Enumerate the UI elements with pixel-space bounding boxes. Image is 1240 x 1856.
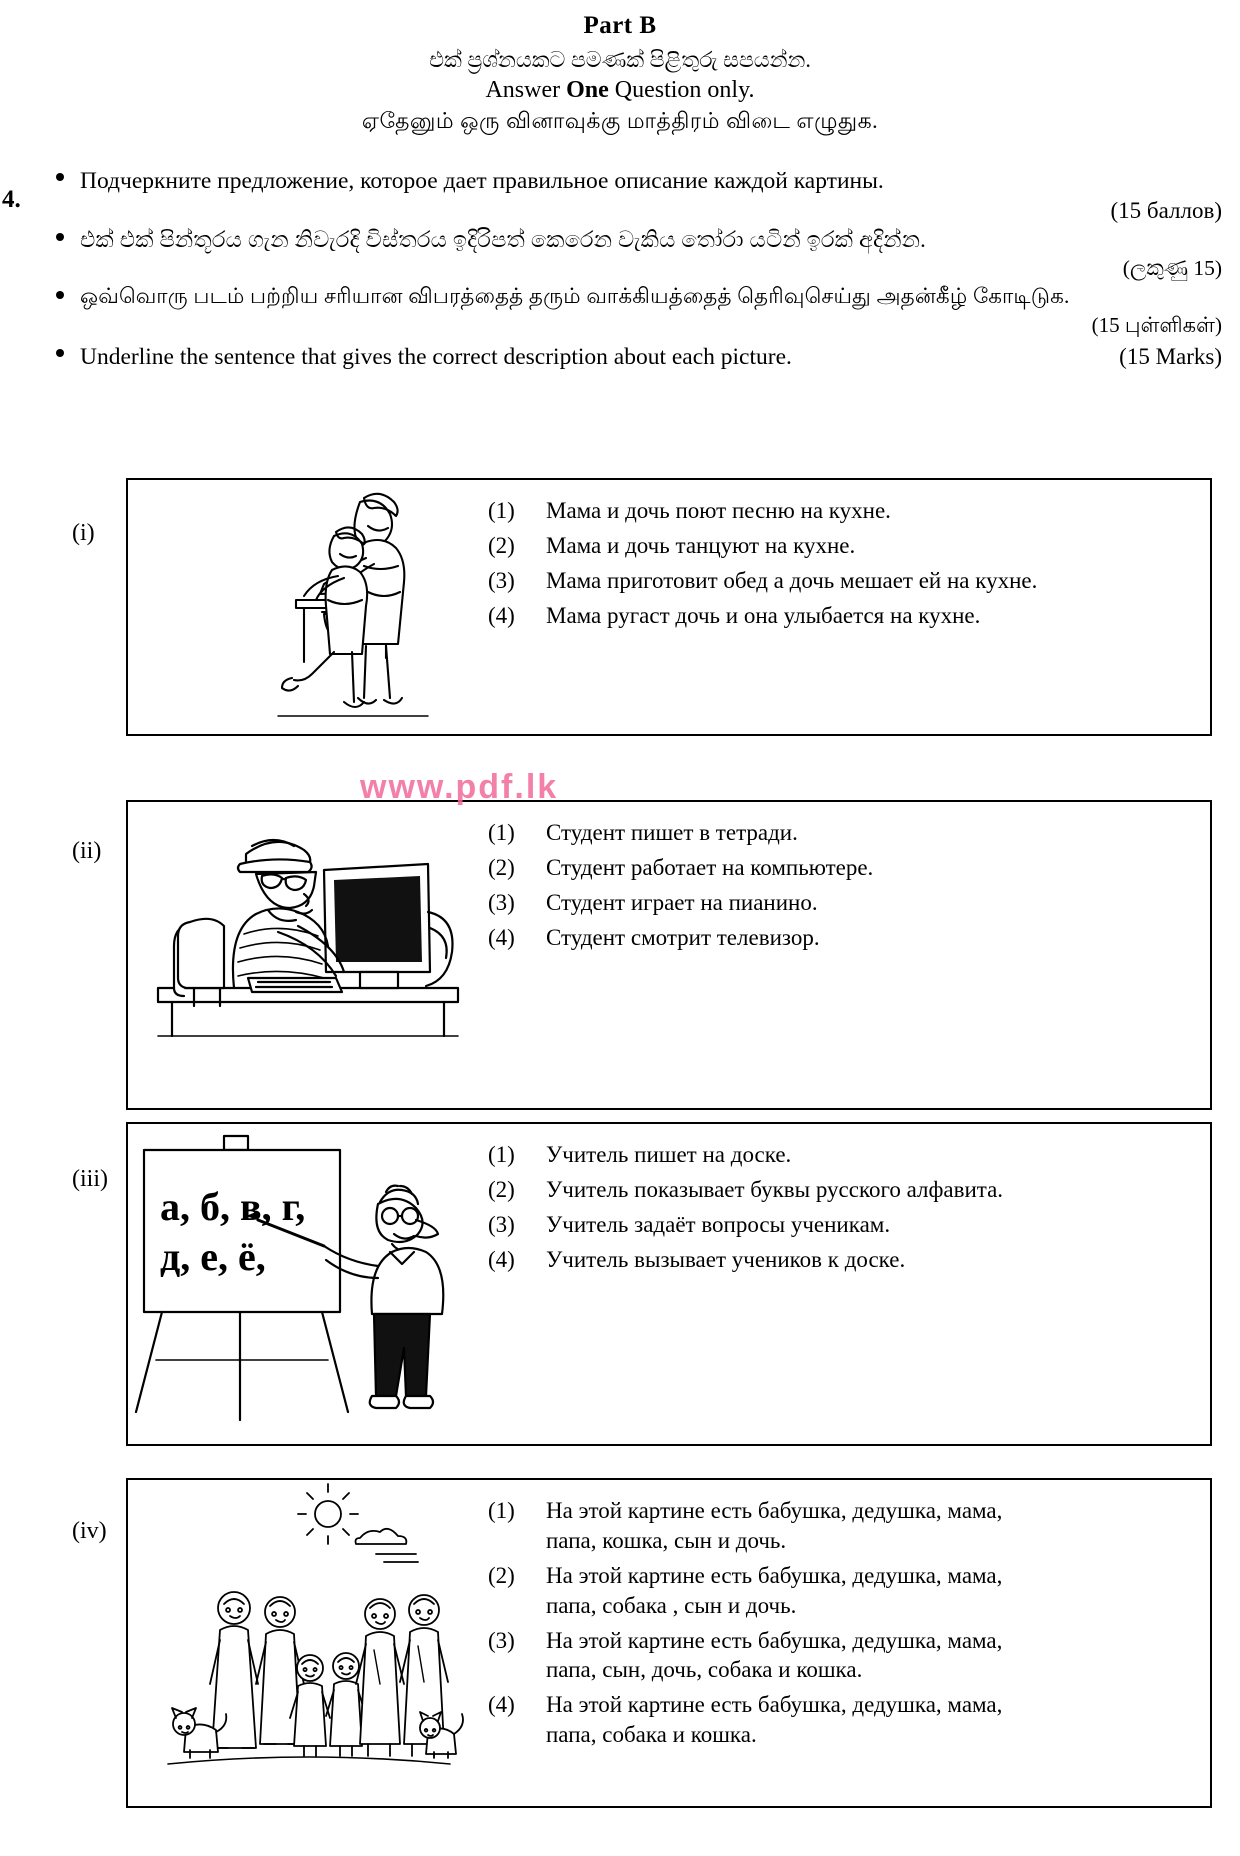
option-line: папа, кошка, сын и дочь.: [546, 1527, 787, 1553]
marks-tamil: (15 புள்ளிகள்): [1091, 312, 1222, 337]
option-row[interactable]: [488, 531, 1202, 561]
option-number: (4): [488, 924, 515, 950]
option-row[interactable]: [488, 1140, 1202, 1170]
question-number: 4.: [2, 186, 21, 213]
picture-mother-and-daughter-in-kitchen: [128, 480, 488, 734]
instruction-english-text: Underline the sentence that gives the correct description about each picture.: [80, 343, 792, 370]
bullet-icon: [56, 233, 64, 241]
part-title: Part B: [583, 12, 657, 39]
option-row[interactable]: [488, 1175, 1202, 1205]
instruction-tamil-text: ஒவ்வொரு படம் பற்றிய சரியான விபரத்தைத் தரும் வாக்கியத்தைத் தெரிவுசெய்து அதன்கீழ் கோடிடுக.: [80, 284, 1070, 309]
option-row[interactable]: [488, 601, 1202, 631]
option-text: Мама и дочь танцуют на кухне.: [546, 532, 856, 558]
option-text: [546, 1561, 1202, 1621]
option-number: (2): [488, 854, 515, 880]
option-text: Мама ругаст дочь и она улыбается на кухне.: [546, 602, 981, 628]
option-row[interactable]: [488, 853, 1202, 883]
option-line: На этой картине есть бабушка, дедушка, мама,: [546, 1562, 1003, 1588]
item-label-iii: (iii): [72, 1166, 108, 1192]
item-box-iv: [126, 1478, 1212, 1808]
option-row[interactable]: [488, 888, 1202, 918]
instruction-russian: [54, 166, 1226, 224]
marks-sinhala: (ලකුණු 15): [1122, 256, 1222, 281]
option-line: папа, собака , сын и дочь.: [546, 1592, 797, 1618]
option-line: На этой картине есть бабушка, дедушка, мама,: [546, 1627, 1003, 1653]
header-english-post: Question only.: [608, 77, 755, 103]
option-number: (2): [488, 532, 515, 558]
option-row[interactable]: [488, 1561, 1202, 1621]
option-number: (1): [488, 1498, 515, 1523]
option-text: Учитель задаёт вопросы ученикам.: [546, 1211, 891, 1237]
option-number: (3): [488, 1211, 515, 1237]
item-box-iii: [126, 1122, 1212, 1446]
option-row[interactable]: [488, 923, 1202, 953]
marks-english: (15 Marks): [1119, 343, 1222, 369]
marks-russian: (15 баллов): [1110, 197, 1222, 223]
options-iv: [488, 1480, 1210, 1769]
option-text: Студент играет на пианино.: [546, 889, 818, 915]
option-number: (1): [488, 1142, 515, 1167]
option-line: На этой картине есть бабушка, дедушка, мама,: [546, 1498, 1003, 1523]
instruction-tamil: [54, 283, 1226, 340]
option-number: (2): [488, 1562, 515, 1588]
item-label-iv: (iv): [72, 1518, 107, 1544]
header-english-bold: One: [566, 77, 609, 103]
option-text: Студент пишет в тетради.: [546, 820, 798, 845]
header-tamil-instruction: ஏதேனும் ஒரு வினாவுக்கு மாத்திரம் விடை எழுதுக.: [361, 108, 879, 133]
picture-family-group-outdoors: [128, 1480, 488, 1806]
option-row[interactable]: [488, 566, 1202, 596]
watermark: www.pdf.lk: [360, 768, 559, 806]
option-number: (4): [488, 602, 515, 628]
picture-student-at-computer: [128, 802, 488, 1108]
option-number: (3): [488, 1627, 515, 1653]
header-sinhala-instruction: එක් ප්‍රශ්නයකට පමණක් පිළිතුරු සපයන්න.: [429, 46, 811, 72]
option-text: Мама и дочь поют песню на кухне.: [546, 498, 891, 523]
option-text: Учитель вызывает учеников к доске.: [546, 1246, 906, 1272]
option-number: (4): [488, 1246, 515, 1272]
option-text: Учитель пишет на доске.: [546, 1142, 792, 1167]
option-number: (1): [488, 498, 515, 523]
header-english-instruction: [0, 75, 1240, 105]
instruction-list: [0, 166, 1240, 372]
option-number: (2): [488, 1176, 515, 1202]
blackboard-line-2: д, е, ё,: [160, 1234, 266, 1279]
instruction-sinhala: [54, 226, 1226, 282]
option-row[interactable]: [488, 818, 1202, 848]
option-text: Учитель показывает буквы русского алфавита.: [546, 1176, 1004, 1202]
instruction-russian-text: Подчеркните предложение, которое дает правильное описание каждой картины.: [80, 167, 884, 194]
bullet-icon: [56, 349, 64, 357]
option-number: (4): [488, 1692, 515, 1718]
item-label-ii: (ii): [72, 838, 102, 864]
option-row[interactable]: [488, 1210, 1202, 1240]
bullet-icon: [56, 173, 64, 181]
instruction-sinhala-text: එක් එක් පින්තූරය ගැන නිවැරදි විස්තරය ඉදිරිපත් කෙරෙන වැකිය තෝරා යටින් ඉරක් අදින්න.: [80, 226, 926, 252]
option-text: Мама приготовит обед а дочь мешает ей на кухне.: [546, 567, 1038, 593]
picture-teacher-at-blackboard: [128, 1124, 488, 1444]
option-line: папа, собака и кошка.: [546, 1722, 757, 1748]
options-i: [488, 480, 1210, 650]
option-text: Студент смотрит телевизор.: [546, 924, 820, 950]
option-row[interactable]: [488, 1626, 1202, 1686]
options-ii: [488, 802, 1210, 972]
option-line: На этой картине есть бабушка, дедушка, мама,: [546, 1692, 1003, 1718]
option-line: папа, сын, дочь, собака и кошка.: [546, 1657, 863, 1683]
option-number: (3): [488, 567, 515, 593]
item-label-i: (i): [72, 520, 95, 546]
option-text: [546, 1626, 1202, 1686]
option-number: (1): [488, 820, 515, 845]
option-row[interactable]: [488, 1496, 1202, 1556]
option-row[interactable]: [488, 1690, 1202, 1750]
blackboard-line-1: а, б, в, г,: [160, 1184, 306, 1229]
options-iii: [488, 1124, 1210, 1294]
option-number: (3): [488, 889, 515, 915]
option-row[interactable]: [488, 496, 1202, 526]
item-box-ii: [126, 800, 1212, 1110]
item-box-i: [126, 478, 1212, 736]
option-text: [546, 1496, 1202, 1556]
instruction-english: [54, 342, 1226, 372]
page-header: [0, 0, 1240, 136]
header-english-pre: Answer: [485, 77, 567, 103]
option-text: [546, 1690, 1202, 1750]
option-row[interactable]: [488, 1245, 1202, 1275]
option-text: Студент работает на компьютере.: [546, 854, 874, 880]
bullet-icon: [56, 291, 64, 299]
